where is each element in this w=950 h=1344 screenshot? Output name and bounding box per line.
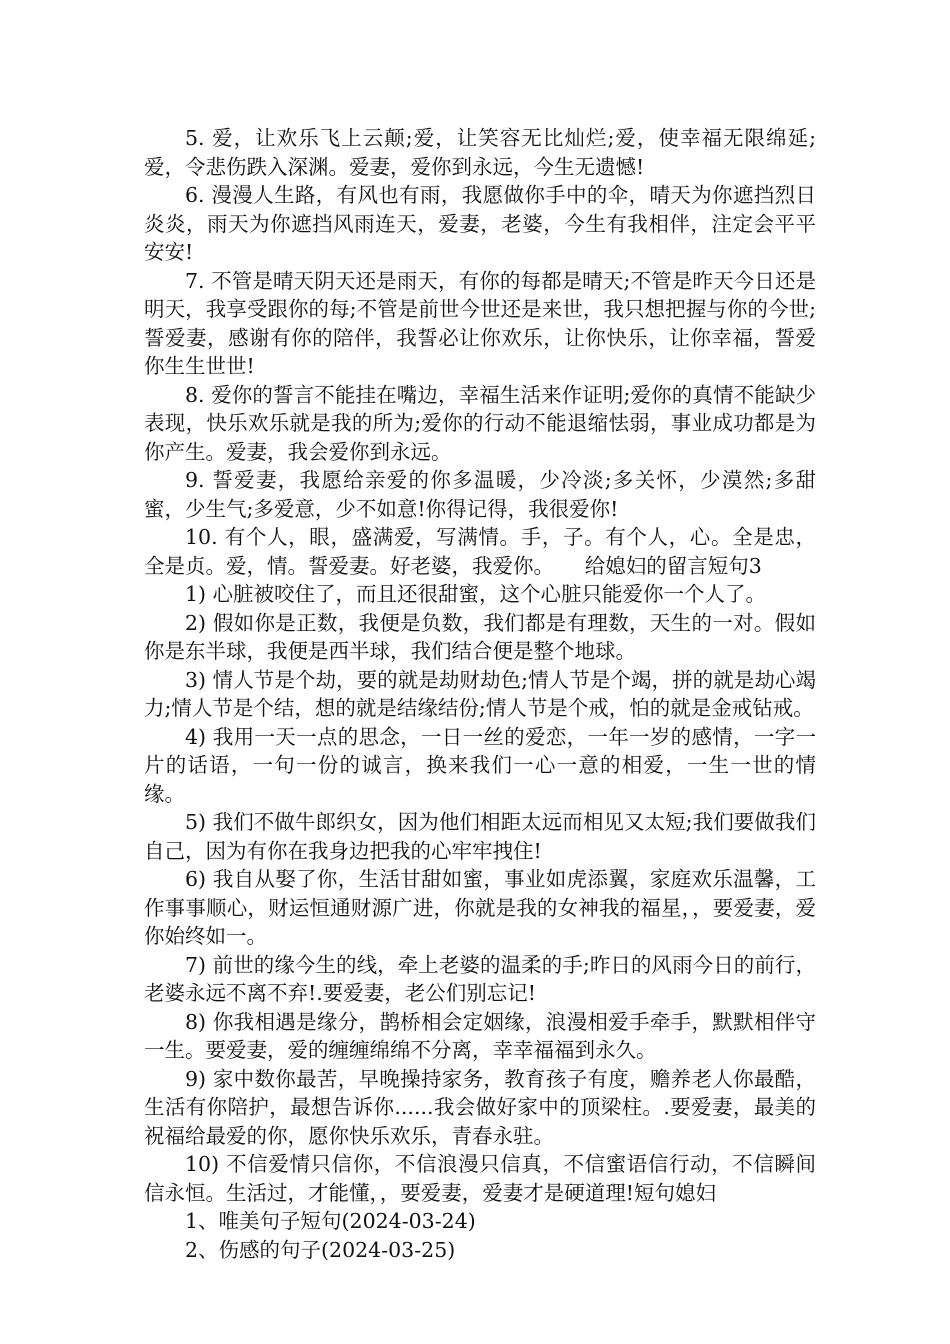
document-page (144, 124, 816, 1264)
related-link[interactable]: 1、唯美句子短句(2024-03-24) (185, 1209, 476, 1233)
paragraph: 5. 爱，让欢乐飞上云颠;爱，让笑容无比灿烂;爱，使幸福无限绵延;爱，令悲伤跌入深渊。爱妻，爱你到永远，今生无遗憾! (144, 126, 816, 179)
paragraph: 10) 不信爱情只信你，不信浪漫只信真，不信蜜语信行动，不信瞬间信永恒。生活过，才能懂，，要爱妻，爱妻才是硬道理!短句媳妇 (144, 1152, 816, 1205)
paragraph: 9) 家中数你最苦，早晚操持家务，教育孩子有度，赡养老人你最酷，生活有你陪护，最想告诉你......我会做好家中的顶梁柱。.要爱妻，最美的祝福给最爱的你，愿你快乐欢乐，青春永驻。 (144, 1066, 816, 1148)
paragraph: 1) 心脏被咬住了，而且还很甜蜜，这个心脏只能爱你一个人了。 (185, 582, 767, 606)
paragraph: 8. 爱你的誓言不能挂在嘴边，幸福生活来作证明;爱你的真情不能缺少表现，快乐欢乐就是我的所为;爱你的行动不能退缩怯弱，事业成功都是为你产生。爱妻，我会爱你到永远。 (144, 382, 816, 464)
paragraph: 3) 情人节是个劫，要的就是劫财劫色;情人节是个竭，拼的就是劫心竭力;情人节是个结，想的就是结缘结份;情人节是个戒，怕的就是金戒钻戒。 (144, 667, 816, 720)
paragraph: 7. 不管是晴天阴天还是雨天，有你的每都是晴天;不管是昨天今日还是明天，我享受跟你的每;不管是前世今世还是来世，我只想把握与你的今世;誓爱妻，感谢有你的陪伴，我誓必让你欢乐，让你快乐，让你幸福，誓爱你生生世世! (144, 268, 816, 378)
paragraph: 4) 我用一天一点的思念，一日一丝的爱恋，一年一岁的感情，一字一片的话语，一句一份的诚言，换来我们一心一意的相爱，一生一世的情缘。 (144, 724, 816, 806)
paragraph: 8) 你我相遇是缘分，鹊桥相会定姻缘，浪漫相爱手牵手，默默相伴守一生。要爱妻，爱的缠缠绵绵不分离，幸幸福福到永久。 (144, 1009, 816, 1062)
related-links (144, 1207, 816, 1264)
paragraph: 6) 我自从娶了你，生活甘甜如蜜，事业如虎添翼，家庭欢乐温馨，工作事事顺心，财运恒通财源广进，你就是我的女神我的福星，，要爱妻，爱你始终如一。 (144, 867, 816, 948)
related-link[interactable]: 2、伤感的句子(2024-03-25) (185, 1237, 456, 1262)
paragraph: 9. 誓爱妻，我愿给亲爱的你多温暖，少冷淡;多关怀，少漠然;多甜蜜，少生气;多爱意，少不如意!你得记得，我很爱你! (144, 468, 816, 521)
paragraph: 10. 有个人，眼，盛满爱，写满情。手，子。有个人，心。全是忠，全是贞。爱，情。誓爱妻。好老婆，我爱你。 给媳妇的留言短句3 (144, 525, 816, 578)
paragraph: 6. 漫漫人生路，有风也有雨，我愿做你手中的伞，晴天为你遮挡烈日炎炎，雨天为你遮挡风雨连天，爱妻，老婆，今生有我相伴，注定会平平安安! (144, 183, 816, 264)
article-body (144, 124, 816, 1207)
paragraph: 7) 前世的缘今生的线，牵上老婆的温柔的手;昨日的风雨今日的前行，老婆永远不离不弃!.要爱妻，老公们别忘记! (144, 952, 816, 1005)
paragraph: 2) 假如你是正数，我便是负数，我们都是有理数，天生的一对。假如你是东半球，我便是西半球，我们结合便是整个地球。 (144, 610, 816, 663)
paragraph: 5) 我们不做牛郎织女，因为他们相距太远而相见又太短;我们要做我们自己，因为有你在我身边把我的心牢牢拽住! (144, 810, 816, 863)
